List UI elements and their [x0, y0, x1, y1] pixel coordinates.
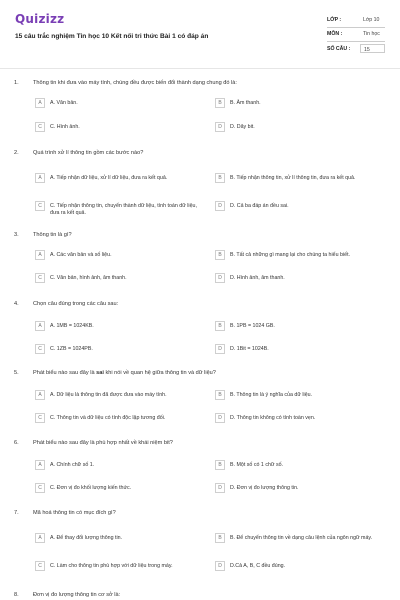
quiz-header — [0, 0, 400, 68]
option-letter: B — [215, 460, 225, 470]
question-text-start: Phát biểu nào sau đây là — [33, 370, 97, 376]
question-text-end: khi nói về quan hệ giữa thông tin và dữ liệu? — [103, 370, 216, 376]
option-letter: D — [215, 201, 225, 211]
option-text: C. Văn bản, hình ảnh, âm thanh. — [50, 274, 127, 281]
meta-subject-value: Tin học — [363, 31, 380, 37]
question-number: 8. — [14, 592, 19, 598]
question-text: Quá trình xử lí thông tin gồm các bước nào? — [33, 150, 144, 156]
option-letter: C — [35, 273, 45, 283]
option-text: D. Hình ảnh, âm thanh. — [230, 274, 285, 281]
question-number: 6. — [14, 440, 19, 446]
question-text: Mã hoá thông tin có mục đích gì? — [33, 510, 116, 516]
meta-class-value: Lớp 10 — [363, 17, 380, 23]
option-text: D. Dãy bit. — [230, 123, 255, 130]
question-text: Phát biểu nào sau đây là phù hợp nhất về khái niệm bit? — [33, 440, 173, 446]
option-text: B. Âm thanh. — [230, 99, 261, 106]
question-text — [33, 370, 373, 376]
option-letter: A — [35, 98, 45, 108]
option-text: C. 1ZB = 1024PB. — [50, 345, 93, 352]
option-text: A. Để thay đổi lượng thông tin. — [50, 534, 123, 541]
option-text: B. Tất cả những gì mang lại cho chúng ta hiểu biết. — [230, 251, 351, 258]
option-text: B. Một số có 1 chữ số. — [230, 461, 284, 468]
option-letter: C — [35, 344, 45, 354]
meta-divider — [327, 27, 385, 28]
option-text: C. Hình ảnh. — [50, 123, 80, 130]
option-letter: D — [215, 561, 225, 571]
option-text: B. Tiếp nhận thông tin, xử lí thông tin, đưa ra kết quả. — [230, 174, 356, 181]
option-letter: D — [215, 122, 225, 132]
question-number: 1. — [14, 80, 19, 86]
option-letter: C — [35, 413, 45, 423]
option-letter: D — [215, 483, 225, 493]
option-text: D.Cả A, B, C đều đúng. — [230, 562, 286, 569]
option-letter: C — [35, 201, 45, 211]
question-text: Chọn câu đúng trong các câu sau: — [33, 301, 119, 307]
option-letter: B — [215, 321, 225, 331]
option-text: D. 1Bit = 1024B. — [230, 345, 269, 352]
option-letter: D — [215, 413, 225, 423]
meta-class-label: LỚP : — [327, 17, 342, 23]
option-text: B. Để chuyển thông tin về dạng câu lệnh của ngôn ngữ máy. — [230, 534, 373, 541]
option-text: A. Văn bản. — [50, 99, 78, 106]
option-text: D. Cả ba đáp án đều sai. — [230, 202, 289, 209]
option-letter: B — [215, 250, 225, 260]
meta-count-label: SỐ CÂU : — [327, 46, 351, 52]
option-letter: B — [215, 390, 225, 400]
question-text: Thông tin là gì? — [33, 232, 72, 238]
option-letter: A — [35, 321, 45, 331]
question-number: 7. — [14, 510, 19, 516]
question-number: 4. — [14, 301, 19, 307]
option-letter: D — [215, 273, 225, 283]
option-letter: A — [35, 250, 45, 260]
header-divider — [0, 68, 400, 69]
option-letter: B — [215, 98, 225, 108]
option-text: B. 1PB = 1024 GB. — [230, 322, 275, 329]
option-letter: A — [35, 390, 45, 400]
option-text: B. Thông tin là ý nghĩa của dữ liệu. — [230, 391, 313, 398]
option-text: C. Làm cho thông tin phù hợp với dữ liệu trong máy. — [50, 562, 173, 569]
question-number: 5. — [14, 370, 19, 376]
meta-subject-label: MÔN : — [327, 31, 343, 37]
option-text: C. Thông tin và dữ liệu có tính độc lập tương đối. — [50, 414, 166, 421]
question-text: Thông tin khi đưa vào máy tính, chúng đều được biến đổi thành dạng chung đó là: — [33, 80, 237, 86]
option-text: A. Chính chữ số 1. — [50, 461, 95, 468]
option-letter: B — [215, 533, 225, 543]
option-letter: C — [35, 483, 45, 493]
option-text: C. Tiếp nhận thông tin, chuyển thành dữ liệu, tính toán dữ liệu, đưa ra kết quả. — [50, 202, 197, 216]
option-letter: A — [35, 460, 45, 470]
option-letter: D — [215, 344, 225, 354]
option-letter: C — [35, 561, 45, 571]
option-text: A. 1MB = 1024KB. — [50, 322, 94, 329]
question-number: 3. — [14, 232, 19, 238]
option-letter: A — [35, 173, 45, 183]
option-text: A. Tiếp nhận dữ liệu, xử lí dữ liệu, đưa ra kết quả. — [50, 174, 168, 181]
meta-count-value: 15 — [360, 44, 385, 53]
option-text: A. Các văn bản và số liệu. — [50, 251, 112, 258]
question-emphasis: sai — [96, 370, 104, 376]
option-letter: C — [35, 122, 45, 132]
question-number: 2. — [14, 150, 19, 156]
option-text: D. Thông tin không có tính toàn vẹn. — [230, 414, 316, 421]
option-letter: A — [35, 533, 45, 543]
option-text: C. Đơn vị đo khối lượng kiến thức. — [50, 484, 132, 491]
quizizz-logo: Quizizz — [15, 12, 65, 26]
option-text: A. Dữ liệu là thông tin đã được đưa vào máy tính. — [50, 391, 167, 398]
option-text: D. Đơn vị đo lượng thông tin. — [230, 484, 299, 491]
meta-divider — [327, 41, 385, 42]
quiz-title: 15 câu trắc nghiệm Tin học 10 Kết nối tri thức Bài 1 có đáp án — [15, 33, 209, 40]
question-text: Đơn vị đo lượng thông tin cơ sở là: — [33, 592, 121, 598]
option-letter: B — [215, 173, 225, 183]
